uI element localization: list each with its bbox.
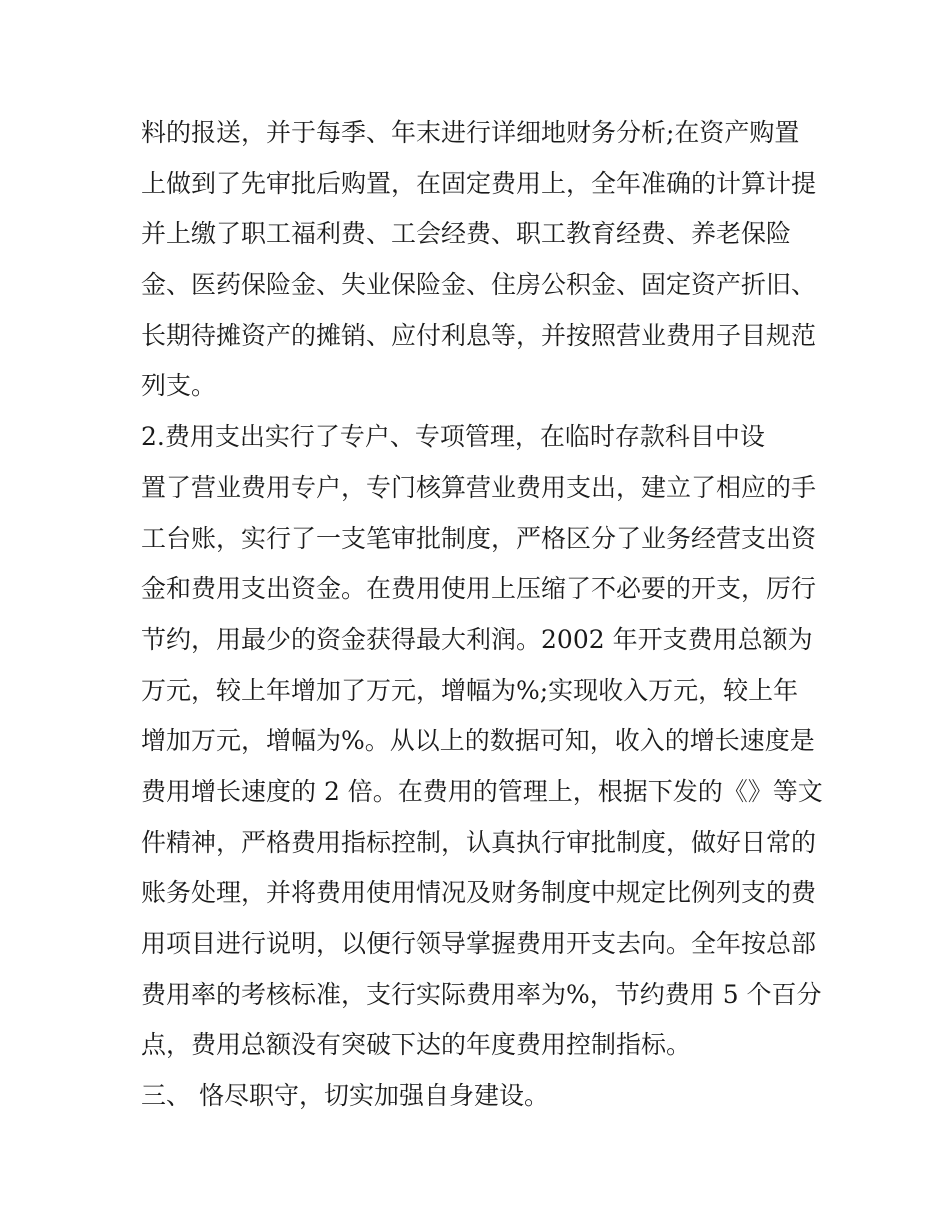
text-line: 账务处理，并将费用使用情况及财务制度中规定比例列支的费 bbox=[141, 878, 817, 908]
text-line: 长期待摊资产的摊销、应付利息等，并按照营业费用子目规范 bbox=[141, 320, 817, 350]
text-line: 列支。 bbox=[141, 371, 217, 401]
text-line: 并上缴了职工福利费、工会经费、职工教育经费、养老保险 bbox=[141, 219, 792, 249]
text-line: 增加万元，增幅为%。从以上的数据可知，收入的增长速度是 bbox=[141, 726, 815, 756]
text-line: 费用增长速度的 2 倍。在费用的管理上，根据下发的《》等文 bbox=[141, 776, 823, 806]
text-line: 2.费用支出实行了专户、专项管理，在临时存款科目中设 bbox=[141, 422, 765, 452]
text-line: 置了营业费用专户，专门核算营业费用支出，建立了相应的手 bbox=[141, 472, 817, 502]
body-text bbox=[141, 108, 821, 1122]
text-line: 件精神，严格费用指标控制，认真执行审批制度，做好日常的 bbox=[141, 827, 817, 857]
text-line: 点，费用总额没有突破下达的年度费用控制指标。 bbox=[141, 1030, 692, 1060]
section-heading: 三、 恪尽职守，切实加强自身建设。 bbox=[141, 1081, 549, 1111]
text-line: 用项目进行说明，以便行领导掌握费用开支去向。全年按总部 bbox=[141, 929, 817, 958]
text-line: 费用率的考核标准，支行实际费用率为%，节约费用 5 个百分 bbox=[141, 979, 822, 1009]
text-line: 万元，较上年增加了万元，增幅为%;实现收入万元，较上年 bbox=[141, 675, 799, 705]
text-line: 金、医药保险金、失业保险金、住房公积金、固定资产折旧、 bbox=[141, 270, 817, 300]
text-line: 料的报送，并于每季、年末进行详细地财务分析;在资产购置 bbox=[141, 118, 800, 147]
text-line: 金和费用支出资金。在费用使用上压缩了不必要的开支，厉行 bbox=[141, 574, 817, 604]
text-line: 节约，用最少的资金获得最大利润。2002 年开支费用总额为 bbox=[141, 624, 813, 654]
text-line: 工台账，实行了一支笔审批制度，严格区分了业务经营支出资 bbox=[141, 523, 817, 553]
text-line: 上做到了先审批后购置，在固定费用上，全年准确的计算计提 bbox=[141, 168, 817, 198]
